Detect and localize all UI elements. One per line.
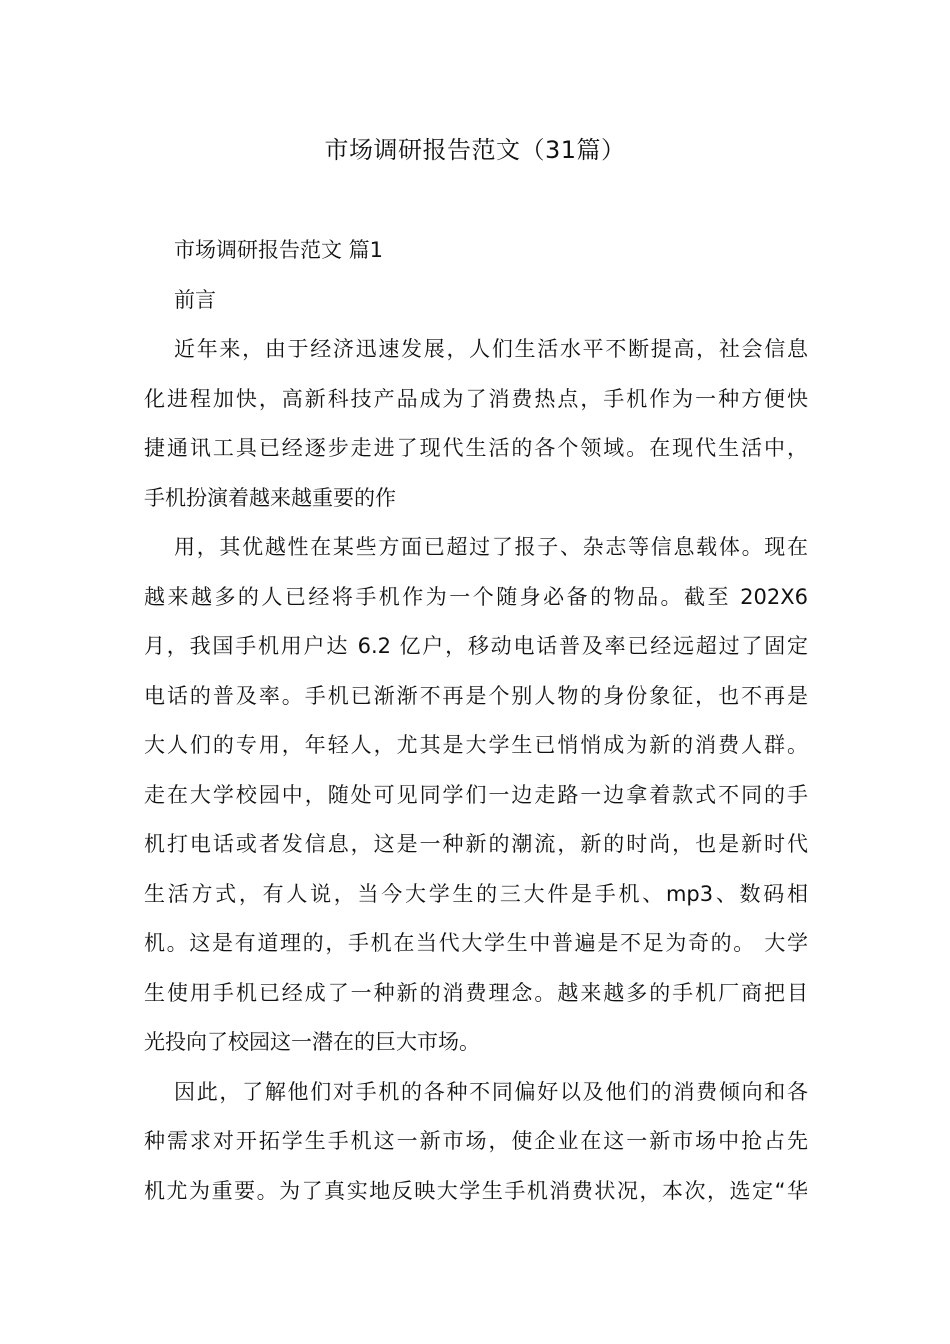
paragraph-line: 捷通讯工具已经逐步走进了现代生活的各个领域。在现代生活中， — [144, 436, 808, 460]
paragraph-3 — [144, 1068, 808, 1217]
paragraph-1 — [144, 325, 808, 523]
section-heading: 市场调研报告范文 篇1 — [174, 238, 384, 262]
paragraph-line: 生使用手机已经成了一种新的消费理念。越来越多的手机厂商把目 — [144, 980, 808, 1005]
paragraph-line: 机。这是有道理的，手机在当代大学生中普遍是不足为奇的。 大学 — [144, 931, 808, 955]
paragraph-line: 机打电话或者发信息，这是一种新的潮流，新的时尚，也是新时代 — [144, 832, 808, 856]
paragraph-line: 越来越多的人已经将手机作为一个随身必备的物品。截至 202X6 — [144, 584, 808, 609]
paragraph-line: 近年来，由于经济迅速发展，人们生活水平不断提高，社会信息 — [174, 337, 808, 361]
paragraph-2 — [144, 523, 808, 1068]
section-heading-paragraph — [144, 226, 808, 276]
paragraph-line: 化进程加快，高新科技产品成为了消费热点，手机作为一种方便快 — [144, 386, 808, 411]
paragraph-line: 月，我国手机用户达 6.2 亿户，移动电话普及率已经远超过了固定 — [144, 634, 808, 658]
paragraph-line: 因此，了解他们对手机的各种不同偏好以及他们的消费倾向和各 — [174, 1079, 808, 1104]
paragraph-line: 机尤为重要。为了真实地反映大学生手机消费状况，本次，选定“华 — [144, 1178, 808, 1203]
paragraph-line: 大人们的专用，年轻人，尤其是大学生已悄悄成为新的消费人群。 — [144, 733, 808, 757]
paragraph-line: 手机扮演着越来越重要的作 — [144, 485, 396, 510]
paragraph-line: 光投向了校园这一潜在的巨大市场。 — [144, 1030, 480, 1054]
paragraph-line: 电话的普及率。手机已渐渐不再是个别人物的身份象征，也不再是 — [144, 683, 808, 708]
paragraph-line: 用，其优越性在某些方面已超过了报子、杂志等信息载体。现在 — [174, 535, 808, 559]
paragraph-line: 生活方式，有人说，当今大学生的三大件是手机、mp3、数码相 — [144, 881, 808, 906]
document-body — [144, 226, 808, 1216]
document-title: 市场调研报告范文（31篇） — [324, 136, 626, 164]
paragraph-line: 种需求对开拓学生手机这一新市场，使企业在这一新市场中抢占先 — [144, 1129, 808, 1153]
preface-heading: 前言 — [174, 287, 216, 312]
paragraph-line: 走在大学校园中，随处可见同学们一边走路一边拿着款式不同的手 — [144, 782, 808, 807]
preface-heading-paragraph — [144, 276, 808, 326]
